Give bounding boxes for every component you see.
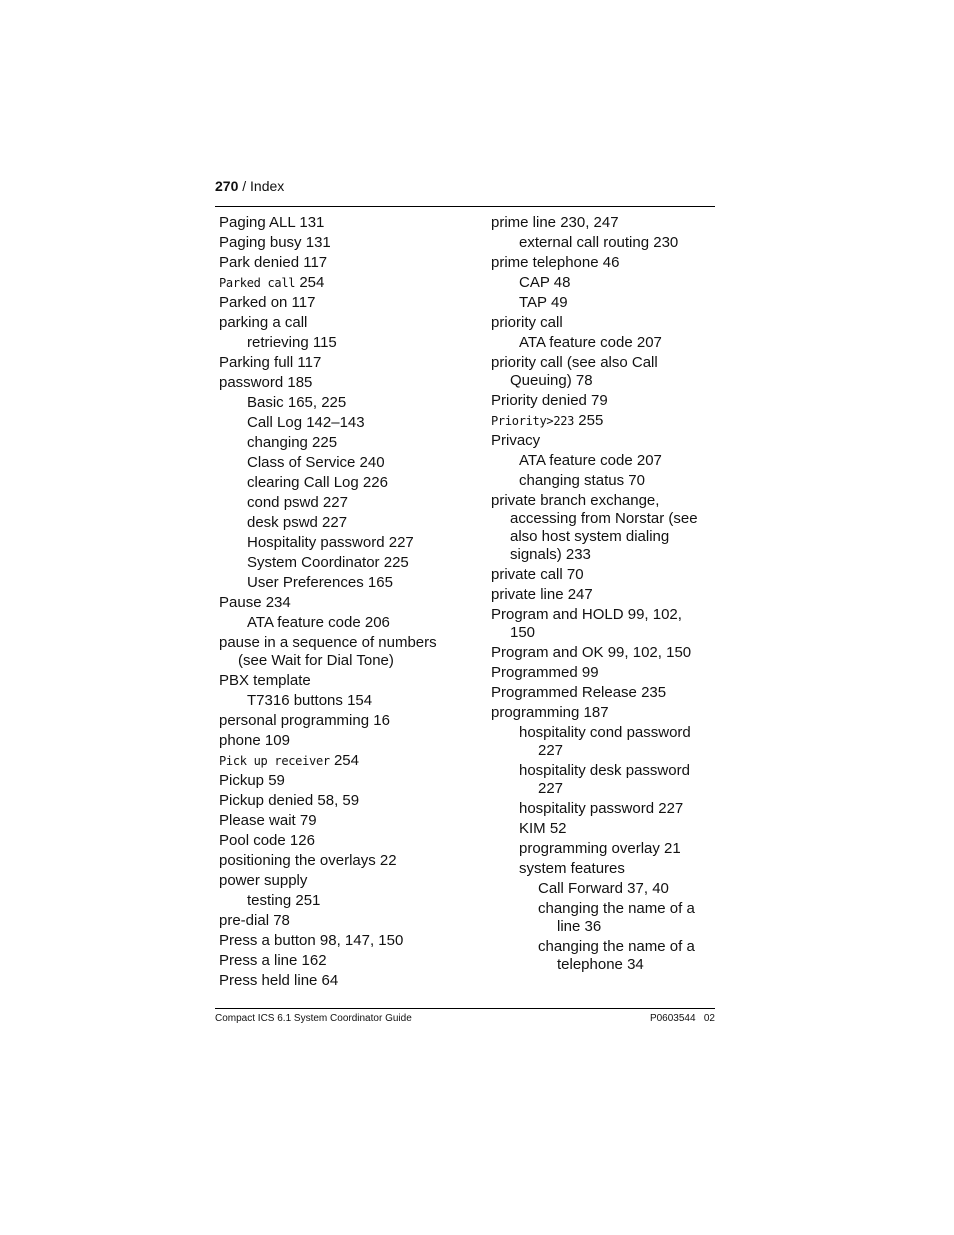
index-entry-continuation: 150 [510, 624, 536, 641]
index-entry-term: Paging ALL 131 [219, 214, 325, 231]
index-entry [219, 294, 469, 312]
index-entry [219, 374, 469, 392]
index-entry-term: ATA feature code 206 [247, 614, 390, 631]
index-entry [491, 234, 716, 252]
index-entry-term: ATA feature code 207 [519, 452, 662, 469]
index-entry [491, 724, 716, 760]
index-entry-term: password 185 [219, 374, 313, 391]
index-entry-term: retrieving 115 [247, 334, 337, 351]
index-entry [491, 472, 716, 490]
index-entry-term: external call routing 230 [519, 234, 679, 251]
index-entry-term: clearing Call Log 226 [247, 474, 388, 491]
index-entry [219, 494, 469, 512]
index-entry [491, 214, 716, 232]
index-entry [491, 664, 716, 682]
index-column-right [491, 214, 716, 976]
index-entry [491, 314, 716, 332]
index-entry [491, 274, 716, 292]
index-entry-term: programming overlay 21 [519, 840, 681, 857]
index-entry-term: PBX template [219, 672, 311, 689]
index-entry-term: pre-dial 78 [219, 912, 290, 929]
index-entry [219, 832, 469, 850]
index-entry [491, 586, 716, 604]
index-entry [491, 432, 716, 450]
index-entry [491, 644, 716, 662]
index-entry [219, 394, 469, 412]
index-entry-term: User Preferences 165 [247, 574, 393, 591]
index-entry [491, 452, 716, 470]
index-entry-term: changing status 70 [519, 472, 645, 489]
index-entry [491, 412, 716, 430]
index-entry-term: Parked on 117 [219, 294, 316, 311]
index-entry-term: Priority denied 79 [491, 392, 608, 409]
index-entry [219, 972, 469, 990]
index-entry-term: Call Forward 37, 40 [538, 880, 669, 897]
page-footer [215, 1008, 715, 1024]
index-entry-term: pause in a sequence of numbers [219, 634, 437, 651]
index-entry-term: hospitality password 227 [519, 800, 684, 817]
index-entry [219, 554, 469, 572]
index-entry-term: Program and OK 99, 102, 150 [491, 644, 692, 661]
index-entry [219, 792, 469, 810]
index-entry [219, 732, 469, 750]
index-entry [219, 434, 469, 452]
index-entry-term: changing the name of a [538, 938, 695, 955]
index-entry [219, 594, 469, 612]
index-entry-term: hospitality desk password [519, 762, 690, 779]
index-entry-term: personal programming 16 [219, 712, 390, 729]
index-entry-term: Pool code 126 [219, 832, 315, 849]
index-entry-term: Priority>223 [491, 414, 575, 428]
index-entry-continuation: Queuing) 78 [510, 372, 593, 389]
index-entry-term: ATA feature code 207 [519, 334, 662, 351]
index-entry [219, 214, 469, 232]
index-entry [219, 852, 469, 870]
index-entry [491, 684, 716, 702]
index-entry [491, 900, 716, 936]
index-entry-term: Park denied 117 [219, 254, 328, 271]
index-entry-term: Call Log 142–143 [247, 414, 365, 431]
index-entry-term: hospitality cond password [519, 724, 691, 741]
index-entry [219, 952, 469, 970]
index-entry-term: testing 251 [247, 892, 321, 909]
index-entry-term: Class of Service 240 [247, 454, 385, 471]
index-entry [219, 892, 469, 910]
index-entry [219, 234, 469, 252]
index-entry-term: Press a line 162 [219, 952, 327, 969]
page-number: 270 [215, 178, 239, 194]
index-entry-term: private line 247 [491, 586, 593, 603]
index-entry-term: parking a call [219, 314, 308, 331]
index-entry [219, 514, 469, 532]
index-entry [219, 354, 469, 372]
index-entry-term: KIM 52 [519, 820, 567, 837]
index-entry [219, 872, 469, 890]
page-header [215, 178, 715, 207]
index-entry [491, 606, 716, 642]
section-title: Index [250, 178, 285, 194]
index-entry [491, 880, 716, 898]
index-entry-page: 254 [329, 752, 359, 769]
index-entry [219, 614, 469, 632]
footer-doc-number: P0603544 02 [649, 1013, 715, 1024]
index-column-left [219, 214, 469, 992]
index-entry-term: T7316 buttons 154 [247, 692, 373, 709]
index-entry-continuation: also host system dialing [510, 528, 670, 545]
index-entry [491, 294, 716, 312]
index-entry [219, 752, 469, 770]
index-entry-term: Privacy [491, 432, 541, 449]
index-entry [219, 932, 469, 950]
index-entry [219, 692, 469, 710]
index-entry [491, 254, 716, 272]
index-entry-continuation: accessing from Norstar (see [510, 510, 698, 527]
index-entry [491, 354, 716, 390]
index-entry [491, 566, 716, 584]
index-entry-term: Pause 234 [219, 594, 291, 611]
index-entry [491, 860, 716, 878]
index-entry [491, 334, 716, 352]
index-entry-term: Press a button 98, 147, 150 [219, 932, 404, 949]
index-entry-term: system features [519, 860, 625, 877]
index-entry-term: programming 187 [491, 704, 609, 721]
index-entry-continuation: 227 [538, 780, 564, 797]
index-entry [219, 454, 469, 472]
index-entry-term: positioning the overlays 22 [219, 852, 397, 869]
index-entry-continuation: 227 [538, 742, 564, 759]
index-entry-continuation: line 36 [557, 918, 602, 935]
index-entry-term: Programmed Release 235 [491, 684, 667, 701]
index-entry-term: Parked call [219, 276, 296, 290]
index-entry-term: Please wait 79 [219, 812, 317, 829]
index-entry [219, 634, 469, 670]
index-entry-term: TAP 49 [519, 294, 568, 311]
index-entry-continuation: telephone 34 [557, 956, 644, 973]
index-entry-term: phone 109 [219, 732, 290, 749]
index-entry-term: changing 225 [247, 434, 338, 451]
index-entry-term: power supply [219, 872, 308, 889]
index-entry [219, 772, 469, 790]
index-entry [491, 820, 716, 838]
index-entry [219, 712, 469, 730]
index-entry-term: Pickup denied 58, 59 [219, 792, 360, 809]
index-entry [219, 912, 469, 930]
index-entry [219, 474, 469, 492]
index-entry [219, 812, 469, 830]
index-entry [491, 840, 716, 858]
index-entry-term: prime line 230, 247 [491, 214, 619, 231]
index-entry [219, 274, 469, 292]
footer-title: Compact ICS 6.1 System Coordinator Guide [215, 1013, 412, 1024]
header-separator: / [238, 178, 251, 194]
index-entry [219, 314, 469, 332]
index-entry-term: priority call [491, 314, 563, 331]
index-entry-page: 254 [295, 274, 325, 291]
index-entry-term: Basic 165, 225 [247, 394, 347, 411]
index-entry [491, 938, 716, 974]
index-entry [219, 414, 469, 432]
index-entry [491, 492, 716, 564]
index-entry-term: changing the name of a [538, 900, 695, 917]
index-entry-term: Pick up receiver [219, 754, 330, 768]
index-entry [219, 534, 469, 552]
index-entry-term: private call 70 [491, 566, 584, 583]
index-entry-term: Programmed 99 [491, 664, 599, 681]
index-entry-term: Press held line 64 [219, 972, 339, 989]
index-entry [219, 574, 469, 592]
index-entry [219, 672, 469, 690]
index-entry [491, 704, 716, 722]
index-entry-term: Paging busy 131 [219, 234, 331, 251]
index-entry-term: prime telephone 46 [491, 254, 620, 271]
index-entry-continuation: (see Wait for Dial Tone) [238, 652, 394, 669]
index-entry [491, 392, 716, 410]
index-entry-term: Parking full 117 [219, 354, 322, 371]
index-entry-term: desk pswd 227 [247, 514, 348, 531]
index-entry-term: Program and HOLD 99, 102, [491, 606, 682, 623]
index-entry [491, 800, 716, 818]
index-entry-page: 255 [574, 412, 604, 429]
index-entry-term: private branch exchange, [491, 492, 660, 509]
index-entry [219, 254, 469, 272]
index-entry-term: CAP 48 [519, 274, 571, 291]
index-entry-term: Pickup 59 [219, 772, 285, 789]
index-entry-term: System Coordinator 225 [247, 554, 409, 571]
index-entry-continuation: signals) 233 [510, 546, 591, 563]
index-entry-term: Hospitality password 227 [247, 534, 414, 551]
index-entry-term: priority call (see also Call [491, 354, 658, 371]
index-entry-term: cond pswd 227 [247, 494, 348, 511]
index-entry [219, 334, 469, 352]
index-entry [491, 762, 716, 798]
